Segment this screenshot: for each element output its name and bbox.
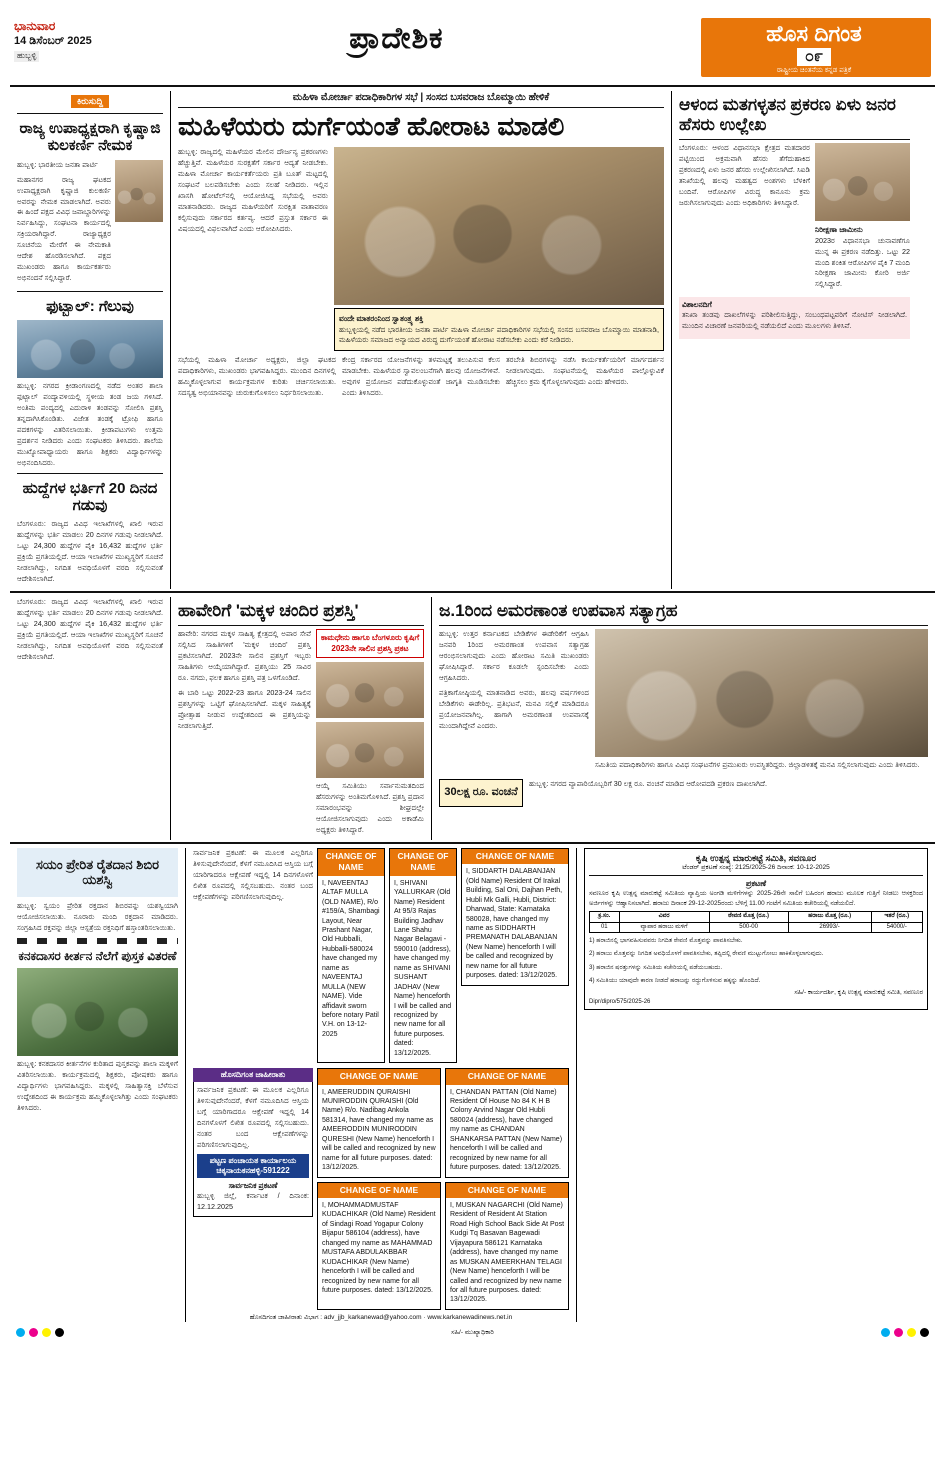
divider (439, 625, 928, 626)
book-distribution-headline: ಕನಕದಾಸರ ಕೀರ್ತನ ನೆಲೆಗೆ ಪುಸ್ತಕ ವಿತರಣೆ (18, 948, 177, 963)
top-section (10, 91, 935, 589)
cell-bid: 26993/- (788, 922, 871, 932)
tender-subtitle: ಟೆಂಡರ್ ಪ್ರಕಟಣೆ ಸಂಖ್ಯೆ: 2125/2025-26 ದಿನಾಂಕ: 10-12-2025 (682, 863, 830, 871)
award-winner-photo-1 (316, 662, 424, 718)
notice-title: CHANGE OF NAME (446, 1069, 568, 1084)
main-col2-text: ಸಭೆಯಲ್ಲಿ ಮಹಿಳಾ ಮೋರ್ಚಾ ಅಧ್ಯಕ್ಷರು, ಜಿಲ್ಲಾ ಘಟಕದ ಪದಾಧಿಕಾರಿಗಳು, ಮುಖಂಡರು ಭಾಗವಹಿಸಿದ್ದರು. ಮುಂದಿನ ದಿನಗಳಲ್ಲಿ ಹಮ್ಮಿಕೊಳ್ಳಲಾಗುವ ಕಾರ್ಯಕ್ರಮಗಳ ಕುರಿತು ಚರ್ಚಿಸಲಾಯಿತು. ಸದಸ್ಯತ್ವ ಅಭಿಯಾನವನ್ನು ಚುರುಕುಗೊಳಿಸಲು ನಿರ್ಧರಿಸಲಾಯಿತು. (178, 355, 336, 397)
advert-header: ಹೊಸದಿಗಂತ ಜಾಹೀರಾತು (193, 1068, 313, 1082)
mid-right-headline: ಜ.1ರಿಂದ ಅಮರಣಾಂತ ಉಪವಾಸ ಸತ್ಯಾಗ್ರಹ (439, 600, 678, 620)
classified-notices (186, 848, 576, 1322)
main-col1-text: ಹುಬ್ಬಳ್ಳಿ: ರಾಜ್ಯದಲ್ಲಿ ಮಹಿಳೆಯರ ಮೇಲಿನ ದೌರ್ಜನ್ಯ ಪ್ರಕರಣಗಳು ಹೆಚ್ಚುತ್ತಿವೆ. ಮಹಿಳೆಯರ ಸುರಕ್ಷತೆಗೆ ಸರ್ಕಾರ ಆದ್ಯತೆ ನೀಡಬೇಕು. ಮಹಿಳಾ ಮೋರ್ಚಾ ಕಾರ್ಯಕರ್ತೆಯರು ಪ್ರತಿ ಬೂತ್ ಮಟ್ಟದಲ್ಲಿ ಸಂಘಟನೆ ಬಲಪಡಿಸಬೇಕು ಎಂದು ಸಲಹೆ ನೀಡಿದರು. ಇಲ್ಲಿನ ಖಾಸಗಿ ಹೋಟೆಲ್‌ನಲ್ಲಿ ಆಯೋಜಿಸಿದ್ದ ಸಭೆಯಲ್ಲಿ ಅವರು ಮಾತನಾಡಿದರು. ರಾಜ್ಯದ ಮಹಿಳೆಯರಿಗೆ ಸುರಕ್ಷಿತ ವಾತಾವರಣ ಕಲ್ಪಿಸುವುದು ಸರ್ಕಾರದ ಕರ್ತವ್ಯ. ಆದರೆ ಪ್ರಸ್ತುತ ಸರ್ಕಾರ ಈ ವಿಷಯದಲ್ಲಿ ವಿಫಲವಾಗಿದೆ ಎಂದು ಆರೋಪಿಸಿದರು. (178, 147, 328, 233)
notice-side-text (193, 848, 313, 1063)
right-text3: ತನಿಖಾ ತಂಡವು ದಾಖಲೆಗಳನ್ನು ಪರಿಶೀಲಿಸುತ್ತಿದ್ದು, ಸಂಬಂಧಪಟ್ಟವರಿಗೆ ನೋಟಿಸ್ ನೀಡಲಾಗಿದೆ. ಮುಂದಿನ ವಿಚಾರಣೆ ಜನವರಿಯಲ್ಲಿ ನಡೆಯಲಿದೆ ಎಂದು ಮೂಲಗಳು ತಿಳಿಸಿವೆ. (682, 310, 907, 331)
cell-deposit: 500-00 (709, 922, 788, 932)
brand-name: ಹೊಸ ದಿಗಂತ (766, 21, 862, 46)
mid-left-headline: ಹಾವೇರಿಗೆ 'ಮಕ್ಕಳ ಚಂದಿರ ಪ್ರಶಸ್ತಿ' (178, 600, 359, 620)
tender-term-2: 2) ಹರಾಜು ಮೊತ್ತವನ್ನು ನಿಗದಿತ ಅವಧಿಯೊಳಗೆ ಪಾವತಿಸಬೇಕು, ತಪ್ಪಿದಲ್ಲಿ ಠೇವಣಿ ಮುಟ್ಟುಗೋಲು ಹಾಕಿಕೊಳ್ಳಲಾಗುವುದು. (589, 950, 824, 958)
color-dots-left (16, 1328, 64, 1337)
divider (178, 625, 424, 626)
notice-body: I, CHANDAN PATTAN (Old Name) Resident Of House No 84 K H B Colony Arvind Nagar Old Hubli 580024 (address), have changed my name as CHANDAN SHANKARSA PATTAN (New Name) henceforth I will be called and recognized by new name for all future purposes. dated: 13/12/2025. (450, 1088, 563, 1172)
notice-body: I, MOHAMMADMUSTAF KUDACHIKAR (Old Name) Resident of Sindagi Road Yogapur Colony Bijapur 586104 (address), have changed my name as MAHAMMAD MUSTAFA ABDULAKBBAR KUDACHIKAR (New Name) henceforth I will be called and recognized by new name for all future purposes. dated: 13/12/2025. (322, 1202, 436, 1294)
left-story2-headline: ಫುಟ್ಬಾಲ್: ಗೆಲುವು (46, 298, 134, 315)
notice-body: I, AMEERUDDIN QURAISHI MUNIRODDIN QURAISHI (Old Name) R/o. Nadibag Ankola 581314, have changed my name as AMEERODDIN MUNIRODDIN QURESHI (New Name) henceforth I will be called and recognized by new name for all future purposes. dated: 13/12/2025. (322, 1088, 436, 1172)
right-column-story (672, 91, 917, 589)
notice-title: CHANGE OF NAME (318, 1069, 440, 1084)
masthead-city: ಹುಬ್ಬಳ್ಳಿ (14, 51, 39, 62)
notice-item (317, 848, 385, 1063)
tender-notice-label: ಪ್ರಕಟಣೆ (745, 878, 767, 888)
main-col3-text: ಕೇಂದ್ರ ಸರ್ಕಾರದ ಯೋಜನೆಗಳನ್ನು ತಳಮಟ್ಟಕ್ಕೆ ತಲುಪಿಸುವ ಕೆಲಸ ಮಾಡಬೇಕು. ಮಹಿಳೆಯರ ಸ್ವಾವಲಂಬನೆಗಾಗಿ ಹಲವು ಯೋಜನೆಗಳಿವೆ. ಅವುಗಳ ಪ್ರಯೋಜನ ಪಡೆದುಕೊಳ್ಳುವಂತೆ ಜಾಗೃತಿ ಮೂಡಿಸಬೇಕು ಎಂದು ತಿಳಿಸಿದರು. (342, 355, 500, 397)
left-story2-text: ಹುಬ್ಬಳ್ಳಿ: ನಗರದ ಕ್ರೀಡಾಂಗಣದಲ್ಲಿ ನಡೆದ ಅಂತರ ಶಾಲಾ ಫುಟ್ಬಾಲ್ ಪಂದ್ಯಾವಳಿಯಲ್ಲಿ ಸ್ಥಳೀಯ ತಂಡ ಜಯ ಗಳಿಸಿದೆ. ಅಂತಿಮ ಪಂದ್ಯದಲ್ಲಿ ಎದುರಾಳಿ ತಂಡವನ್ನು ಸೋಲಿಸಿ ಪ್ರಶಸ್ತಿ ತನ್ನದಾಗಿಸಿಕೊಂಡಿತು. ವಿಜೇತ ತಂಡಕ್ಕೆ ಟ್ರೋಫಿ ಹಾಗೂ ಪದಕಗಳನ್ನು ವಿತರಿಸಲಾಯಿತು. ಕ್ರೀಡಾಪಟುಗಳು ಉತ್ತಮ ಪ್ರದರ್ಶನ ನೀಡಿದರು ಎಂದು ಸಂಘಟಕರು ತಿಳಿಸಿದರು. ಶಾಲೆಯ ಮುಖ್ಯೋಪಾಧ್ಯಾಯರು ಹಾಗೂ ಶಿಕ್ಷಕರು ವಿದ್ಯಾರ್ಥಿಗಳನ್ನು ಅಭಿನಂದಿಸಿದರು. (17, 381, 163, 467)
tender-table (589, 911, 923, 932)
notice-title: CHANGE OF NAME (318, 1183, 440, 1198)
notice-title: CHANGE OF NAME (462, 849, 568, 864)
masthead-date: 14 ಡಿಸೆಂಬರ್ 2025 (14, 35, 92, 48)
advert-body: ಸಾರ್ವಜನಿಕ ಪ್ರಕಟಣೆ: ಈ ಮೂಲಕ ಎಲ್ಲರಿಗೂ ತಿಳಿಸುವುದೇನೆಂದರೆ, ಕೆಳಗೆ ನಮೂದಿಸಿದ ಆಸ್ತಿಯ ಬಗ್ಗೆ ಯಾರಿಗಾದರೂ ಆಕ್ಷೇಪಣೆ ಇದ್ದಲ್ಲಿ 14 ದಿನಗಳೊಳಗೆ ಲಿಖಿತ ರೂಪದಲ್ಲಿ ಸಲ್ಲಿಸಬಹುದು. ನಂತರ ಬಂದ ಆಕ್ಷೇಪಣೆಗಳನ್ನು ಪರಿಗಣಿಸಲಾಗುವುದಿಲ್ಲ. (197, 1085, 309, 1149)
right-subhead2: ವಿಶಾಲನದಿಗೆ (682, 300, 712, 310)
right-subhead: ನಿರೀಕ್ಷಣಾ ಜಾಮೀನು (815, 225, 863, 235)
tender-title: ಕೃಷಿ ಉತ್ಪನ್ನ ಮಾರುಕಟ್ಟೆ ಸಮಿತಿ, ಸವಣೂರ (695, 852, 817, 863)
main-event-photo (334, 147, 664, 305)
football-team-photo (17, 320, 163, 378)
award-winner-photo-2 (316, 722, 424, 778)
left-sidebar (10, 91, 170, 589)
notice-body: I, MUSKAN NAGARCHI (Old Name) Resident of Resident At Station Road High School Back Side At Post Kudgi Tq Basavan Bagewadi Vijayapura 586121 Karnataka (address), have changed my name as MUSKAN AMEERKHAN TELAGI (New Name) henceforth I will be called and recognized by new name for all future purposes. dated: 13/12/2025. (450, 1202, 565, 1304)
middle-left-filler (10, 597, 170, 840)
mid-left-text3: ಈ ಬಾರಿ ಒಟ್ಟು 2022-23 ಹಾಗೂ 2023-24 ಸಾಲಿನ ಪ್ರಶಸ್ತಿಗಳನ್ನು ಒಟ್ಟಿಗೆ ಘೋಷಿಸಲಾಗಿದೆ. ಮಕ್ಕಳ ಸಾಹಿತ್ಯಕ್ಕೆ ಪ್ರೋತ್ಸಾಹ ನೀಡುವ ಉದ್ದೇಶದಿಂದ ಈ ಪ್ರಶಸ್ತಿಯನ್ನು ನೀಡಲಾಗುತ್ತಿದೆ. (178, 688, 311, 730)
tender-term-4: 4) ಸಮಿತಿಯು ಯಾವುದೇ ಕಾರಣ ನೀಡದೆ ಹರಾಜನ್ನು ರದ್ದುಗೊಳಿಸುವ ಹಕ್ಕನ್ನು ಹೊಂದಿದೆ. (589, 977, 761, 984)
divider (589, 875, 923, 876)
mid-left-text2: ಆಯ್ಕೆ ಸಮಿತಿಯು ಸರ್ವಾನುಮತದಿಂದ ಹೆಸರುಗಳನ್ನು ಅಂತಿಮಗೊಳಿಸಿದೆ. ಪ್ರಶಸ್ತಿ ಪ್ರದಾನ ಸಮಾರಂಭವನ್ನು ಶೀಘ್ರದಲ್ಲೇ ಆಯೋಜಿಸಲಾಗುವುದು ಎಂದು ಅಕಾಡೆಮಿ ಅಧ್ಯಕ್ಷರು ತಿಳಿಸಿದ್ದಾರೆ. (316, 781, 424, 834)
page-number: ೦೯ (797, 48, 831, 66)
left-story3-headline: ಹುದ್ದೆಗಳ ಭರ್ತಿಗೆ 20 ದಿನದ ಗಡುವು (22, 479, 158, 514)
th-sno: ಕ್ರ.ಸಂ. (590, 912, 620, 922)
mid-right-text3: ಸಮಿತಿಯ ಪದಾಧಿಕಾರಿಗಳು ಹಾಗೂ ವಿವಿಧ ಸಂಘಟನೆಗಳ ಪ್ರಮುಖರು ಉಪಸ್ಥಿತರಿದ್ದರು. ಜಿಲ್ಲಾಡಳಿತಕ್ಕೆ ಮನವಿ ಸಲ್ಲಿಸಲಾಗುವುದು ಎಂದು ತಿಳಿಸಿದರು. (595, 760, 920, 770)
blood-donation-text: ಹುಬ್ಬಳ್ಳಿ: ಸ್ವಯಂ ಪ್ರೇರಿತ ರಕ್ತದಾನ ಶಿಬಿರವನ್ನು ಯಶಸ್ವಿಯಾಗಿ ಆಯೋಜಿಸಲಾಯಿತು. ನೂರಾರು ಮಂದಿ ರಕ್ತದಾನ ಮಾಡಿದರು. ಸಂಗ್ರಹಿಸಿದ ರಕ್ತವನ್ನು ಜಿಲ್ಲಾ ಆಸ್ಪತ್ರೆಯ ರಕ್ತನಿಧಿಗೆ ಹಸ್ತಾಂತರಿಸಲಾಯಿತು. (17, 900, 178, 932)
registration-marks (10, 1322, 935, 1337)
divider (17, 291, 163, 292)
main-photo-caption-box (334, 308, 664, 351)
notice-title: CHANGE OF NAME (318, 849, 384, 876)
publication-logo (701, 18, 931, 77)
satyagraha-press-photo (595, 629, 928, 757)
right-headline: ಆಳಂದ ಮತಗಳ್ಳತನ ಪ್ರಕರಣ ಏಳು ಜನರ ಹೆಸರು ಉಲ್ಲೇಖ (679, 95, 896, 134)
tender-term-1: 1) ಹರಾಜಿನಲ್ಲಿ ಭಾಗವಹಿಸುವವರು ನಿಗದಿತ ಠೇವಣಿ ಮೊತ್ತವನ್ನು ಪಾವತಿಸಬೇಕು. (589, 936, 743, 944)
table-header-row (590, 912, 923, 922)
th-desc: ವಿವರ (619, 912, 709, 922)
color-dots-right (881, 1328, 929, 1337)
public-notice-text: ಸಾರ್ವಜನಿಕ ಪ್ರಕಟಣೆ: ಈ ಮೂಲಕ ಎಲ್ಲರಿಗೂ ತಿಳಿಸುವುದೇನೆಂದರೆ, ಕೆಳಗೆ ನಮೂದಿಸಿದ ಆಸ್ತಿಯ ಬಗ್ಗೆ ಯಾರಿಗಾದರೂ ಆಕ್ಷೇಪಣೆ ಇದ್ದಲ್ಲಿ 14 ದಿನಗಳೊಳಗೆ ಲಿಖಿತ ರೂಪದಲ್ಲಿ ಸಲ್ಲಿಸಬಹುದು. ನಂತರ ಬಂದ ಆಕ್ಷೇಪಣೆಗಳನ್ನು ಪರಿಗಣಿಸಲಾಗುವುದಿಲ್ಲ. (193, 847, 313, 901)
cell-sno: 01 (590, 922, 620, 932)
divider (17, 473, 163, 474)
blood-donation-headline: ಸಯಂ ಪ್ರೇರಿತ ರೈತದಾನ ಶಿಬಿರ ಯಶಸ್ವಿ (36, 856, 159, 887)
notice-body: I, NAVEENTAJ ALTAF MULLA (OLD NAME), R/o #159/A, Shambagi Layout, Near Prashant Nagar, Old Hubballi, Hubballi-580024 have changed my name as NAVEENTAJ MULLA (NEW NAME). Vide affidavit sworn before notary Patil V.H. on 13-12-2025 (322, 879, 380, 1038)
section-rule (10, 591, 935, 593)
table-row (590, 922, 923, 932)
public-notice-subhead: ಸಾರ್ವಜನಿಕ ಪ್ರಕಟಣೆ (228, 1180, 278, 1190)
tender-term-3: 3) ಹರಾಜಿನ ಷರತ್ತುಗಳನ್ನು ಸಮಿತಿಯ ಕಚೇರಿಯಲ್ಲಿ ಪಡೆಯಬಹುದು. (589, 963, 723, 971)
kirusuddi-label: ಕಿರುಸುದ್ದಿ (71, 95, 109, 108)
main-kicker: ಮಹಿಳಾ ಮೋರ್ಚಾ ಪದಾಧಿಕಾರಿಗಳ ಸಭೆ | ಸಂಸದ ಬಸವರಾಜ ಬೊಮ್ಮಾಯಿ ಹೇಳಿಕೆ (292, 92, 550, 104)
mid-right-text2: ಪತ್ರಿಕಾಗೋಷ್ಠಿಯಲ್ಲಿ ಮಾತನಾಡಿದ ಅವರು, ಹಲವು ವರ್ಷಗಳಿಂದ ಬೇಡಿಕೆಗಳು ಈಡೇರಿಲ್ಲ. ಪ್ರತಿಭಟನೆ, ಮನವಿ ಸಲ್ಲಿಕೆ ಮಾಡಿದರೂ ಪ್ರಯೋಜನವಾಗಿಲ್ಲ. ಹಾಗಾಗಿ ಅಮರಣಾಂತ ಉಪವಾಸಕ್ಕೆ ಮುಂದಾಗಿದ್ದೇವೆ ಎಂದರು. (439, 688, 589, 730)
right-text1: ಬೆಂಗಳೂರು: ಆಳಂದ ವಿಧಾನಸಭಾ ಕ್ಷೇತ್ರದ ಮತದಾರರ ಪಟ್ಟಿಯಿಂದ ಅಕ್ರಮವಾಗಿ ಹೆಸರು ತೆಗೆದುಹಾಕಿದ ಪ್ರಕರಣದಲ್ಲಿ ಏಳು ಜನರ ಹೆಸರು ಉಲ್ಲೇಖಿಸಲಾಗಿದೆ. ಸಿಐಡಿ ತನಿಖೆಯಲ್ಲಿ ಹಲವು ಮಹತ್ವದ ಅಂಶಗಳು ಬೆಳಕಿಗೆ ಬಂದಿವೆ. ಆರೋಪಿಗಳ ವಿರುದ್ಧ ಕಾನೂನು ಕ್ರಮ ಜರುಗಿಸಲಾಗುವುದು ಎಂದು ಅಧಿಕಾರಿಗಳು ತಿಳಿಸಿದ್ದಾರೆ. (679, 143, 810, 207)
lower-left (10, 848, 185, 1322)
notice-title: CHANGE OF NAME (446, 1183, 568, 1198)
left-story3-text: ಬೆಂಗಳೂರು: ರಾಜ್ಯದ ವಿವಿಧ ಇಲಾಖೆಗಳಲ್ಲಿ ಖಾಲಿ ಇರುವ ಹುದ್ದೆಗಳನ್ನು ಭರ್ತಿ ಮಾಡಲು 20 ದಿನಗಳ ಗಡುವು ನೀಡಲಾಗಿದೆ. ಒಟ್ಟು 24,300 ಹುದ್ದೆಗಳ ಪೈಕಿ 16,432 ಹುದ್ದೆಗಳ ಭರ್ತಿ ಪ್ರಕ್ರಿಯೆ ಪ್ರಗತಿಯಲ್ಲಿದೆ. ಆಯಾ ಇಲಾಖೆಗಳ ಮುಖ್ಯಸ್ಥರಿಗೆ ಸೂಚನೆ ನೀಡಲಾಗಿದ್ದು, ನಿಗದಿತ ಅವಧಿಯೊಳಗೆ ವರದಿ ಸಲ್ಲಿಸುವಂತೆ ಆದೇಶಿಸಲಾಗಿದೆ. (17, 519, 163, 583)
mid-right-story (432, 597, 935, 840)
public-notice-footer: ಹುಬ್ಬಳ್ಳಿ ಜಿಲ್ಲೆ, ಕರ್ನಾಟಕ / ದಿನಾಂಕ: 12.12.2025 (197, 1190, 309, 1211)
kirusuddi-logo (17, 91, 163, 109)
lower-section (10, 848, 935, 1322)
mid-left-redbox: ಕಾಮಧೇನು ಹಾಗೂ ಬೆಂಗಳೂರು ಕೃಷಿಗೆ 2023ನೇ ಸಾಲಿನ ಪ್ರಶಸ್ತಿ ಪ್ರಕಟ (316, 629, 424, 658)
main-yellow-lead: ಹುಬ್ಬಳ್ಳಿಯಲ್ಲಿ ನಡೆದ ಭಾರತೀಯ ಜನತಾ ಪಾರ್ಟಿ ಮಹಿಳಾ ಮೋರ್ಚಾ ಪದಾಧಿಕಾರಿಗಳ ಸಭೆಯಲ್ಲಿ ಸಂಸದ ಬಸವರಾಜ ಬೊಮ್ಮಾಯಿ ಮಾತನಾಡಿ, ಮಹಿಳೆಯರು ಸಮಾಜದ ಅನ್ಯಾಯದ ವಿರುದ್ಧ ದುರ್ಗೆಯಂತೆ ಹೋರಾಟ ನಡೆಸಬೇಕು ಎಂದು ಕರೆ ನೀಡಿದರು. (339, 324, 659, 345)
left-story1-text: ಮಹಾನಗರ ರಾಜ್ಯ ಘಟಕದ ಉಪಾಧ್ಯಕ್ಷರಾಗಿ ಕೃಷ್ಣಾಜಿ ಕುಲಕರ್ಣಿ ಅವರನ್ನು ನೇಮಕ ಮಾಡಲಾಗಿದೆ. ಅವರು ಈ ಹಿಂದೆ ಪಕ್ಷದ ವಿವಿಧ ಜವಾಬ್ದಾರಿಗಳನ್ನು ನಿರ್ವಹಿಸಿದ್ದು, ಸಂಘಟನಾ ಕಾರ್ಯದಲ್ಲಿ ಸಕ್ರಿಯರಾಗಿದ್ದಾರೆ. ರಾಜ್ಯಾಧ್ಯಕ್ಷರ ಸೂಚನೆಯ ಮೇರೆಗೆ ಈ ನೇಮಕಾತಿ ಆದೇಶ ಹೊರಡಿಸಲಾಗಿದೆ. ಪಕ್ಷದ ಮುಖಂಡರು ಹಾಗೂ ಕಾರ್ಯಕರ್ತರು ಅಭಿನಂದನೆ ಸಲ್ಲಿಸಿದ್ದಾರೆ. (17, 174, 111, 283)
notice-body: I, SHIVANI YALLURKAR (Old Name) Resident At 95/3 Rajas Building Jadhav Lane Shahu Nagar Belagavi - 590010 (address), have changed my name as SHIVANI SUSHANT JADHAV (New Name) henceforth I will be called and recognized by new name for all future purposes. dated: 13/12/2025. (394, 879, 452, 1057)
middle-left-text: ಬೆಂಗಳೂರು: ರಾಜ್ಯದ ವಿವಿಧ ಇಲಾಖೆಗಳಲ್ಲಿ ಖಾಲಿ ಇರುವ ಹುದ್ದೆಗಳನ್ನು ಭರ್ತಿ ಮಾಡಲು 20 ದಿನಗಳ ಗಡುವು ನೀಡಲಾಗಿದೆ. ಒಟ್ಟು 24,300 ಹುದ್ದೆಗಳ ಪೈಕಿ 16,432 ಹುದ್ದೆಗಳ ಭರ್ತಿ ಪ್ರಕ್ರಿಯೆ ಪ್ರಗತಿಯಲ್ಲಿದೆ. ಆಯಾ ಇಲಾಖೆಗಳ ಮುಖ್ಯಸ್ಥರಿಗೆ ಸೂಚನೆ ನೀಡಲಾಗಿದ್ದು, ನಿಗದಿತ ಅವಧಿಯೊಳಗೆ ವರದಿ ಸಲ್ಲಿಸುವಂತೆ ಆದೇಶಿಸಲಾಗಿದೆ. (17, 596, 163, 661)
portrait-photo-kulkarni (115, 160, 163, 222)
portrait-photo-official (815, 143, 910, 221)
notice-item (389, 848, 457, 1063)
section-rule (10, 842, 935, 844)
book-distribution-photo (17, 968, 178, 1056)
divider (679, 139, 910, 140)
divider (178, 107, 664, 108)
left-story1-lead: ಹುಬ್ಬಳ್ಳಿ: ಭಾರತೀಯ ಜನತಾ ಪಾರ್ಟಿ (17, 159, 98, 169)
book-distribution-text: ಹುಬ್ಬಳ್ಳಿ: ಕನಕದಾಸರ ಕೀರ್ತನೆಗಳ ಕುರಿತಾದ ಪುಸ್ತಕವನ್ನು ಶಾಲಾ ಮಕ್ಕಳಿಗೆ ವಿತರಿಸಲಾಯಿತು. ಕಾರ್ಯಕ್ರಮದಲ್ಲಿ ಶಿಕ್ಷಕರು, ಪೋಷಕರು ಹಾಗೂ ವಿದ್ಯಾರ್ಥಿಗಳು ಭಾಗವಹಿಸಿದ್ದರು. ಮಕ್ಕಳಲ್ಲಿ ಸಾಹಿತ್ಯಾಸಕ್ತಿ ಬೆಳೆಸುವ ಉದ್ದೇಶದಿಂದ ಈ ಕಾರ್ಯಕ್ರಮ ಹಮ್ಮಿಕೊಳ್ಳಲಾಗಿತ್ತು ಎಂದು ಸಂಘಟಕರು ತಿಳಿಸಿದರು. (17, 1059, 178, 1113)
decorative-strip (17, 938, 178, 944)
notice-item (317, 1068, 441, 1177)
tender-intro: ಸವಣೂರ ಕೃಷಿ ಉತ್ಪನ್ನ ಮಾರುಕಟ್ಟೆ ಸಮಿತಿಯ ವ್ಯಾಪ್ತಿಯ ಅಂಗಡಿ ಮಳಿಗೆಗಳನ್ನು 2025-26ನೇ ಸಾಲಿಗೆ ಬಹಿರಂಗ ಹರಾಜು ಮೂಲಕ ಗುತ್ತಿಗೆ ನೀಡಲು ಆಸಕ್ತರಿಂದ ಅರ್ಜಿಗಳನ್ನು ಆಹ್ವಾನಿಸಲಾಗಿದೆ. ಹರಾಜು ದಿನಾಂಕ 29-12-2025ರಂದು ಬೆಳಿಗ್ಗೆ 11.00 ಗಂಟೆಗೆ ಸಮಿತಿಯ ಕಚೇರಿಯಲ್ಲಿ ನಡೆಯಲಿದೆ. (589, 889, 923, 907)
footer-signature: ಸಹಿ/- ಮುಖ್ಯಾಧಿಕಾರಿ (451, 1328, 494, 1336)
fraud-box-text: ಹುಬ್ಬಳ್ಳಿ: ನಗರದ ವ್ಯಾಪಾರಿಯೊಬ್ಬರಿಗೆ 30 ಲಕ್ಷ ರೂ. ವಂಚನೆ ಮಾಡಿದ ಆರೋಪದಡಿ ಪ್ರಕರಣ ದಾಖಲಾಗಿದೆ. (529, 779, 767, 789)
brand-tagline: ರಾಷ್ಟ್ರೀಯ ಚಿಂತನೆಯ ಕನ್ನಡ ಪತ್ರಿಕೆ (776, 67, 852, 75)
masthead-rule (10, 85, 935, 87)
panchayat-office-bar: ಪಟ್ಟಣ ಪಂಚಾಯತ ಕಾರ್ಯಾಲಯ ಚಿಕ್ಕನಾಯಕನಹಳ್ಳಿ-591222 (197, 1154, 309, 1178)
mid-left-story (171, 597, 431, 840)
main-col4-text: ತರಬೇತಿ ಶಿಬಿರಗಳನ್ನು ನಡೆಸಿ ಕಾರ್ಯಕರ್ತೆಯರಿಗೆ ಮಾರ್ಗದರ್ಶನ ನೀಡಲಾಗುವುದು. ಸಂಘಟನೆಯಲ್ಲಿ ಮಹಿಳೆಯರ ಪಾಲ್ಗೊಳ್ಳುವಿಕೆ ಹೆಚ್ಚಿಸಲು ಕ್ರಮ ಕೈಗೊಳ್ಳಲಾಗುವುದು ಎಂದು ಹೇಳಿದರು. (506, 355, 664, 387)
tender-signature: ಸಹಿ/- ಕಾರ್ಯದರ್ಶಿ, ಕೃಷಿ ಉತ್ಪನ್ನ ಮಾರುಕಟ್ಟೆ ಸಮಿತಿ, ಸವಣೂರ (794, 989, 923, 997)
left-story1-headline: ರಾಜ್ಯ ಉಪಾಧ್ಯಕ್ಷರಾಗಿ ಕೃಷ್ಣಾಜಿ ಕುಲಕರ್ಣಿ ನೇಮಕ (19, 120, 161, 155)
notice-item (445, 1068, 569, 1177)
cell-other: 54000/- (871, 922, 923, 932)
mid-right-text: ಹುಬ್ಬಳ್ಳಿ: ಉತ್ತರ ಕರ್ನಾಟಕದ ಬೇಡಿಕೆಗಳ ಈಡೇರಿಕೆಗೆ ಆಗ್ರಹಿಸಿ ಜನವರಿ 1ರಿಂದ ಅಮರಣಾಂತ ಉಪವಾಸ ಸತ್ಯಾಗ್ರಹ ಆರಂಭಿಸಲಾಗುವುದು ಎಂದು ಹೋರಾಟ ಸಮಿತಿ ಮುಖಂಡರು ಘೋಷಿಸಿದ್ದಾರೆ. ಸರ್ಕಾರ ಕೂಡಲೇ ಸ್ಪಂದಿಸಬೇಕು ಎಂದು ಆಗ್ರಹಿಸಿದರು. (439, 629, 589, 683)
notice-item (317, 1182, 441, 1310)
th-bid: ಹರಾಜು ಮೊತ್ತ (ರೂ.) (788, 912, 871, 922)
main-headline: ಮಹಿಳೆಯರು ದುರ್ಗೆಯಂತೆ ಹೋರಾಟ ಮಾಡಲಿ (178, 111, 565, 142)
right-text2: 2023ರ ವಿಧಾನಸಭಾ ಚುನಾವಣೆಗೂ ಮುನ್ನ ಈ ಪ್ರಕರಣ ನಡೆದಿತ್ತು. ಒಟ್ಟು 22 ಮಂದಿ ಶಂಕಿತ ಆರೋಪಿಗಳ ಪೈಕಿ 7 ಮಂದಿ ನಿರೀಕ್ಷಣಾ ಜಾಮೀನು ಕೋರಿ ಅರ್ಜಿ ಸಲ್ಲಿಸಿದ್ದಾರೆ. (815, 235, 910, 289)
notice-title: CHANGE OF NAME (390, 849, 456, 876)
fraud-amount-box: 30ಲಕ್ಷ ರೂ. ವಂಚನೆ (439, 779, 523, 806)
th-deposit: ಠೇವಣಿ ಮೊತ್ತ (ರೂ.) (709, 912, 788, 922)
divider (17, 113, 163, 114)
masthead-weekday: ಭಾನುವಾರ (14, 19, 56, 33)
masthead (10, 0, 935, 83)
tender-dipr-code: Dipr/dipro/575/2025-26 (589, 999, 651, 1006)
cell-desc: ವ್ಯಾಪಾರ ಹರಾಜು ಮಳಿಗೆ (619, 922, 709, 932)
notice-item (461, 848, 569, 986)
main-story (171, 91, 671, 589)
advert-contact: ಹೊಸದಿಗಂತ ಜಾಹೀರಾತು ವಿಭಾಗ : adv_jjb_karkanewad@yahoo.com · www.karkanewadinews.net.in (249, 1313, 513, 1321)
mid-left-text: ಹಾವೇರಿ: ನಗರದ ಮಕ್ಕಳ ಸಾಹಿತ್ಯ ಕ್ಷೇತ್ರದಲ್ಲಿ ಅಪಾರ ಸೇವೆ ಸಲ್ಲಿಸಿದ ಸಾಹಿತಿಗಳಿಗೆ 'ಮಕ್ಕಳ ಚಂದಿರ' ಪ್ರಶಸ್ತಿ ಪ್ರಕಟಿಸಲಾಗಿದೆ. 2023ನೇ ಸಾಲಿನ ಪ್ರಶಸ್ತಿಗೆ ಇಬ್ಬರು ಸಾಹಿತಿಗಳು ಆಯ್ಕೆಯಾಗಿದ್ದಾರೆ. ಪ್ರಶಸ್ತಿಯು 25 ಸಾವಿರ ರೂ. ನಗದು, ಫಲಕ ಹಾಗೂ ಪ್ರಶಸ್ತಿ ಪತ್ರ ಒಳಗೊಂಡಿದೆ. (178, 629, 311, 683)
notice-body: I, SIDDARTH DALABANJAN (Old Name) Resident Of Irakal Building, Sal Oni, Dajhan Peth, Hubli Mk Galli, Hubli, District: Dharwad, State: Karnataka 580028, have changed my name as SIDDHARTH PREMANATH DALABANJAN (New Name) henceforth I will be called and recognized by new name for all future purposes. dated: 13/12/2025. (466, 868, 563, 980)
govt-tender-notice (577, 848, 935, 1322)
page-title: ಪ್ರಾದೇಶಿಕ (349, 22, 444, 55)
main-photo-caption: ವಂದೇ ಮಾತರಂನಿಂದ ಸ್ವಾತಂತ್ರ್ಯ ಶಕ್ತಿ (339, 314, 424, 324)
middle-section (10, 597, 935, 840)
th-other: ಇತರೆ (ರೂ.) (871, 912, 923, 922)
notice-item (445, 1182, 569, 1310)
masthead-date-block (14, 18, 92, 63)
